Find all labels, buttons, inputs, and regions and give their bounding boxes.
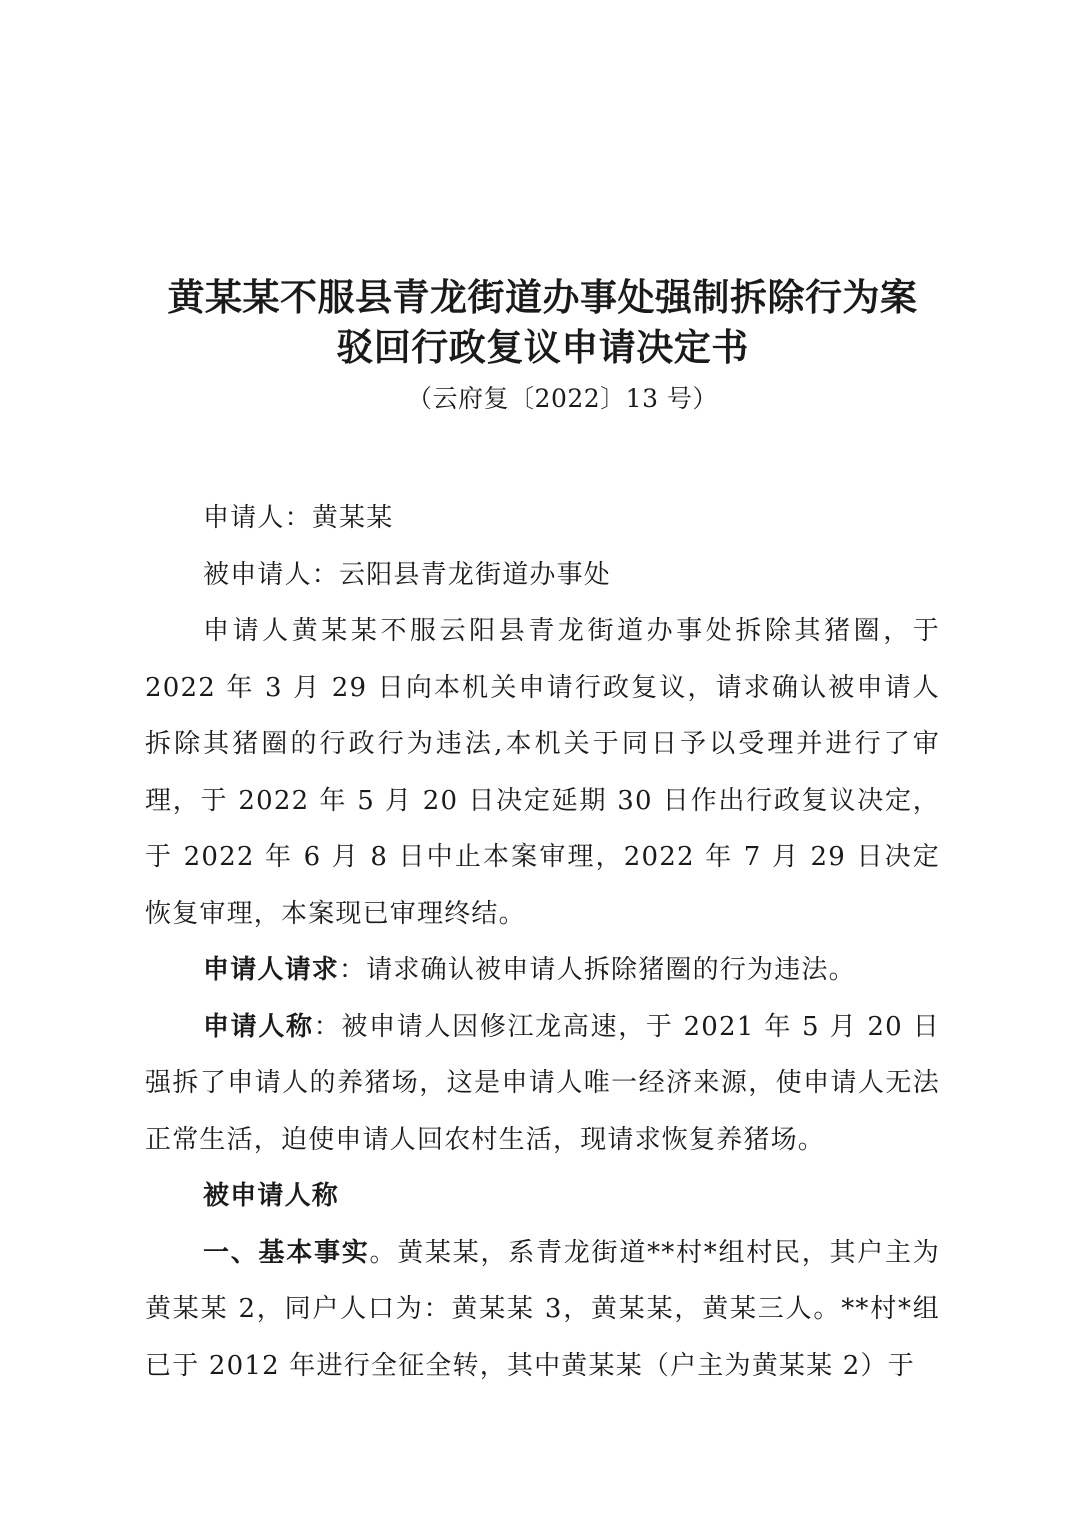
basic-facts-text: 。黄某某，系青龙街道**村*组村民，其户主为黄某某 2，同户人口为：黄某某 3，黄某某，黄某三人。**村*组已于 2012 年进行全征全转，其中黄某某（户主为黄某某 2）于 — [145, 1237, 941, 1381]
applicant-claim-paragraph — [145, 999, 940, 1169]
applicant-request-text: ：请求确认被申请人拆除猪圈的行为违法。 — [339, 955, 856, 985]
applicant-claim-label: 申请人称 — [203, 1011, 314, 1042]
basic-facts-label: 一、基本事实 — [203, 1237, 370, 1268]
document-body — [145, 490, 940, 1394]
basic-facts-paragraph — [145, 1225, 940, 1395]
respondent-line: 被申请人：云阳县青龙街道办事处 — [203, 559, 612, 590]
document-title-line-1: 黄某某不服县青龙街道办事处强制拆除行为案 — [167, 275, 918, 319]
document-title-line-2: 驳回行政复议申请决定书 — [336, 325, 749, 369]
applicant-line: 申请人：黄某某 — [203, 503, 394, 533]
applicant-request-paragraph — [145, 942, 940, 999]
intro-paragraph: 申请人黄某某不服云阳县青龙街道办事处拆除其猪圈，于2022 年 3 月 29 日向本机关申请行政复议，请求确认被申请人拆除其猪圈的行政行为违法,本机关于同日予以受理并进行了审理，于 2022 年 5 月 20 日决定延期 30 日作出行政复议决定，于 2022 年 6 月 8 日中止本案审理，2022 年 7 月 29 日决定恢复审理，本案现已审理终结。 — [145, 616, 940, 929]
applicant-claim-text: ：被申请人因修江龙高速，于 2021 年 5 月 20 日强拆了申请人的养猪场，这是申请人唯一经济来源，使申请人无法正常生活，迫使申请人回农村生活，现请求恢复养猪场。 — [145, 1011, 940, 1155]
document-number: （云府复〔2022〕13 号） — [407, 384, 718, 413]
document-page — [145, 272, 940, 1394]
respondent-claim-heading: 被申请人称 — [203, 1181, 340, 1211]
applicant-request-label: 申请人请求 — [203, 955, 340, 985]
